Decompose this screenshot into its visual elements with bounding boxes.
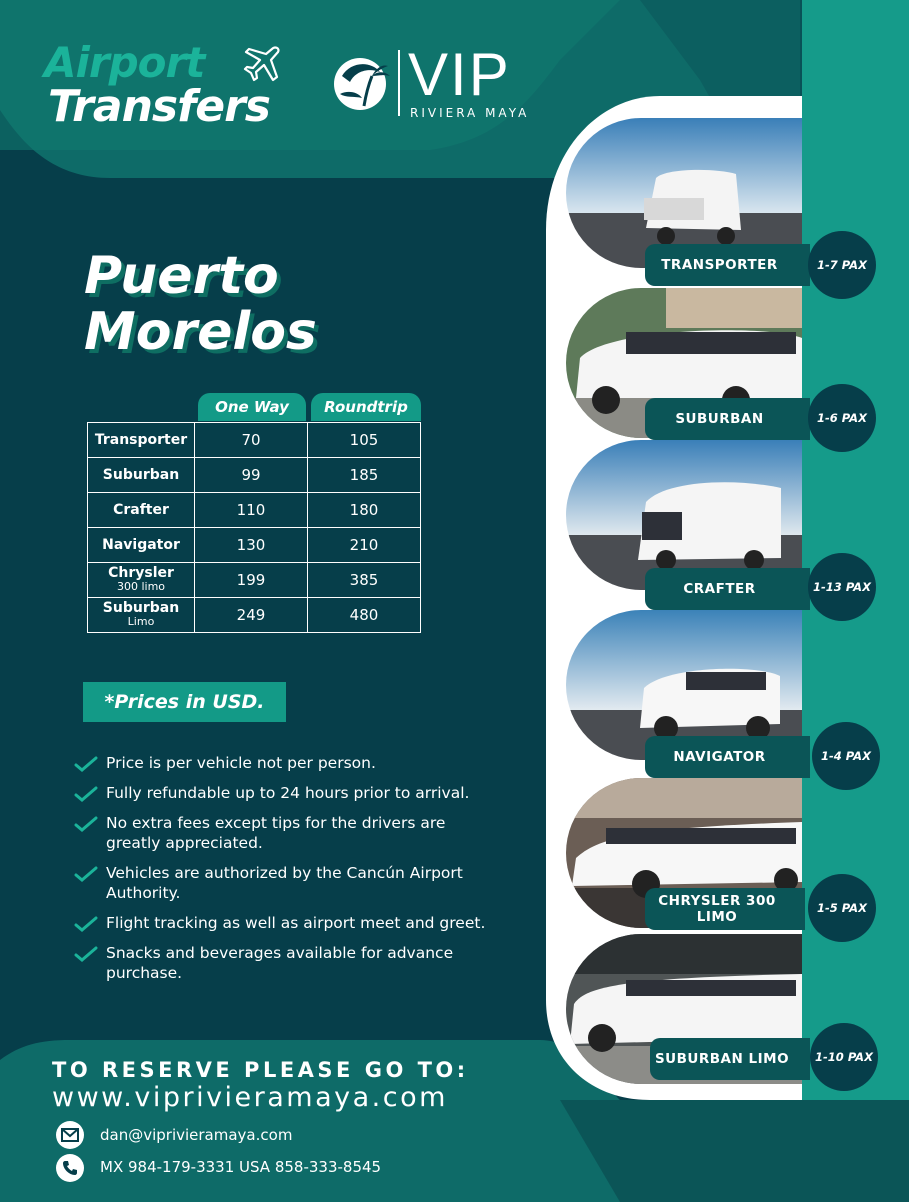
table-row — [88, 528, 421, 563]
currency-note: *Prices in USD. — [83, 682, 286, 722]
vehicle-name: Suburban — [102, 467, 180, 483]
feature-text: Price is per vehicle not per person. — [106, 754, 376, 772]
features-list — [74, 753, 504, 993]
airplane-icon — [242, 46, 284, 82]
title-airport: Airport — [44, 38, 205, 87]
pax-badge-suburban-limo: 1-10 PAX — [810, 1023, 878, 1091]
logo-divider — [398, 50, 400, 116]
roundtrip-price: 180 — [308, 493, 421, 528]
pax-badge-chrysler: 1-5 PAX — [808, 874, 876, 942]
list-item — [74, 783, 504, 803]
logo-subtitle: RIVIERA MAYA — [410, 106, 530, 120]
vehicle-label-transporter: TRANSPORTER — [645, 244, 810, 286]
vehicle-name: Crafter — [113, 502, 169, 518]
checkmark-icon — [74, 916, 98, 932]
roundtrip-price: 185 — [308, 458, 421, 493]
logo-vip: VIP — [408, 41, 511, 108]
phone-numbers[interactable]: MX 984-179-3331 USA 858-333-8545 — [100, 1158, 382, 1176]
list-item — [74, 863, 504, 903]
city-title — [84, 248, 384, 360]
roundtrip-price: 480 — [308, 598, 421, 633]
vehicle-subname: Limo — [127, 615, 155, 628]
vehicle-cell — [88, 423, 195, 458]
checkmark-icon — [74, 786, 98, 802]
reserve-label: TO RESERVE PLEASE GO TO: — [52, 1058, 469, 1082]
checkmark-icon — [74, 866, 98, 882]
feature-text: Fully refundable up to 24 hours prior to arrival. — [106, 784, 470, 802]
pax-badge-transporter: 1-7 PAX — [808, 231, 876, 299]
vehicle-name: Suburban — [102, 600, 180, 616]
phone-icon — [56, 1154, 84, 1182]
list-item — [74, 753, 504, 773]
vehicle-cell — [88, 528, 195, 563]
feature-text: No extra fees except tips for the drivers are greatly appreciated. — [106, 814, 446, 852]
table-row — [88, 493, 421, 528]
vehicle-cell — [88, 563, 195, 598]
list-item — [74, 943, 504, 983]
checkmark-icon — [74, 756, 98, 772]
vehicle-label-suburban-limo: SUBURBAN LIMO — [650, 1038, 810, 1080]
vehicle-label-crafter: CRAFTER — [645, 568, 810, 610]
vip-logo-mark — [332, 54, 392, 112]
one-way-price: 70 — [195, 423, 308, 458]
vehicle-cell — [88, 458, 195, 493]
vehicle-subname: 300 limo — [116, 580, 166, 593]
title-transfers: Transfers — [48, 81, 270, 132]
website-link[interactable]: www.viprivieramaya.com — [52, 1082, 448, 1113]
list-item — [74, 813, 504, 853]
feature-text: Vehicles are authorized by the Cancún Airport Authority. — [106, 864, 463, 902]
vehicle-label-suburban: SUBURBAN — [645, 398, 810, 440]
table-row — [88, 423, 421, 458]
vehicle-cell — [88, 598, 195, 633]
feature-text: Snacks and beverages available for advance purchase. — [106, 944, 454, 982]
feature-text: Flight tracking as well as airport meet and greet. — [106, 914, 486, 932]
one-way-price: 249 — [195, 598, 308, 633]
one-way-price: 199 — [195, 563, 308, 598]
table-row — [88, 563, 421, 598]
vehicle-label-chrysler: CHRYSLER 300 LIMO — [645, 888, 805, 930]
pax-badge-crafter: 1-13 PAX — [808, 553, 876, 621]
column-header-one-way: One Way — [198, 393, 306, 421]
column-header-roundtrip: Roundtrip — [311, 393, 421, 421]
list-item — [74, 913, 504, 933]
roundtrip-price: 105 — [308, 423, 421, 458]
one-way-price: 99 — [195, 458, 308, 493]
vehicle-name: Navigator — [102, 537, 180, 553]
pax-badge-suburban: 1-6 PAX — [808, 384, 876, 452]
one-way-price: 110 — [195, 493, 308, 528]
pax-badge-navigator: 1-4 PAX — [812, 722, 880, 790]
checkmark-icon — [74, 816, 98, 832]
vehicle-name: Transporter — [94, 432, 188, 448]
price-table — [87, 422, 421, 633]
city-title-text: Puerto Morelos — [84, 246, 317, 362]
roundtrip-price: 210 — [308, 528, 421, 563]
one-way-price: 130 — [195, 528, 308, 563]
email-link[interactable]: dan@viprivieramaya.com — [100, 1126, 293, 1144]
vehicle-name: Chrysler — [108, 565, 174, 581]
checkmark-icon — [74, 946, 98, 962]
email-icon — [56, 1121, 84, 1149]
vehicle-cell — [88, 493, 195, 528]
table-row — [88, 458, 421, 493]
vehicle-label-navigator: NAVIGATOR — [645, 736, 810, 778]
roundtrip-price: 385 — [308, 563, 421, 598]
table-row — [88, 598, 421, 633]
